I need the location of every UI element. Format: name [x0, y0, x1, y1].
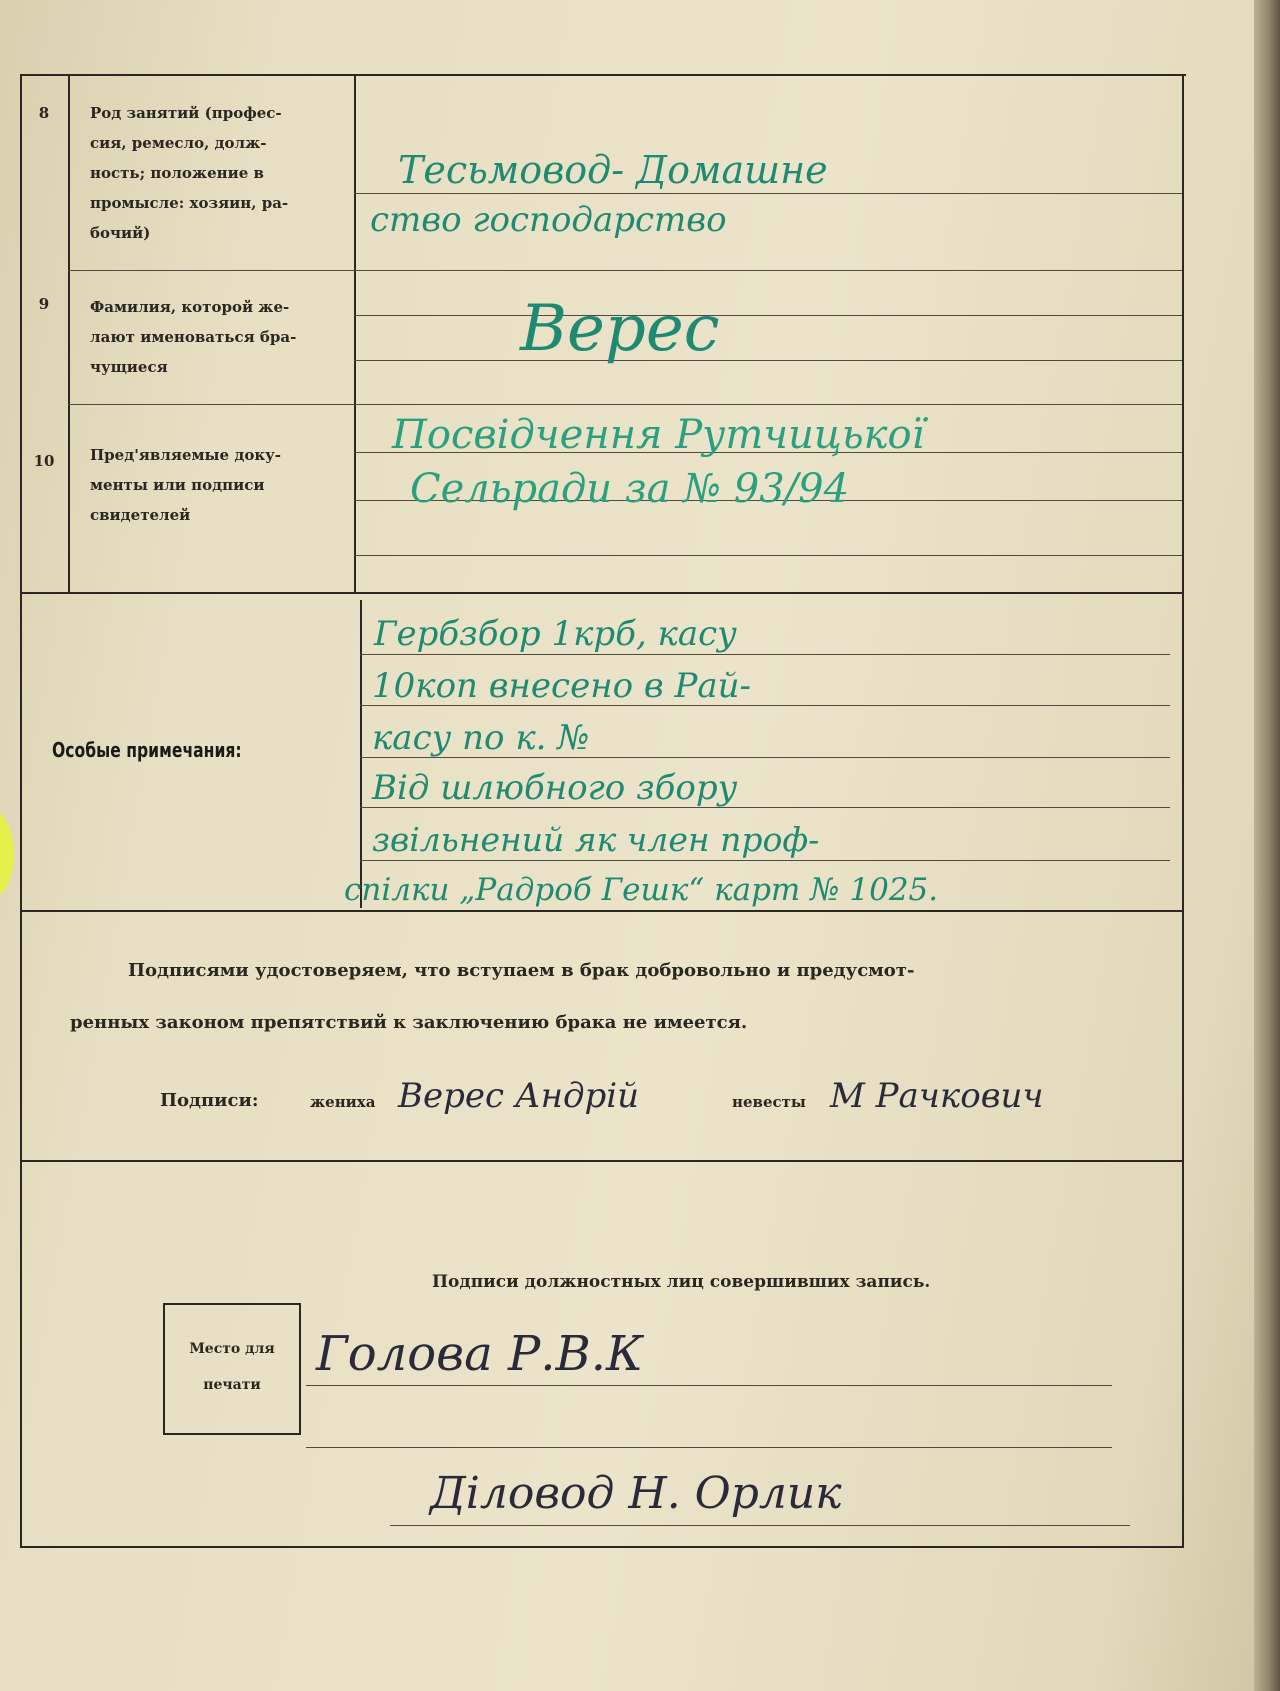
answer-rule	[354, 555, 1182, 556]
groom-label: жениха	[310, 1093, 376, 1111]
answer-rule	[354, 270, 1182, 271]
officials-heading: Подписи должностных лиц совершивших запись.	[432, 1272, 931, 1292]
seal-placeholder-label: Место для	[189, 1341, 275, 1357]
answer-rule	[354, 315, 1182, 316]
row-label: Фамилия, которой же- лают именоваться бра- чущиеся	[90, 298, 297, 376]
handwritten-documents: Посвідчення Рутчицької	[392, 412, 925, 458]
handwritten-remark: Від шлюбного збору	[372, 768, 738, 808]
official-signature-rule	[306, 1385, 1112, 1386]
handwritten-remark: звільнений як член проф-	[372, 820, 820, 859]
table-top-border	[20, 74, 1186, 76]
bride-signature: М Рачкович	[830, 1076, 1044, 1116]
row-label: Род занятий (профес- сия, ремесло, долж- ность; положение в промысле: хозяин, ра- бочий)	[90, 104, 289, 242]
remarks-rule	[360, 654, 1170, 655]
rows-bottom-border	[20, 592, 1184, 594]
seal-placeholder-box	[163, 1303, 301, 1435]
seal-placeholder-label: печати	[203, 1377, 261, 1393]
clerk-signature: Діловод Н. Орлик	[430, 1468, 842, 1519]
row-label: Пред'являемые доку- менты или подписи свидетелей	[90, 446, 281, 524]
remarks-divider	[360, 600, 362, 908]
bride-label: невесты	[732, 1093, 806, 1111]
handwritten-remark: Гербзбор 1крб, касу	[374, 614, 737, 654]
signatures-bottom-border	[20, 1160, 1184, 1162]
handwritten-remark: спілки „Радроб Гешк“ карт № 1025.	[344, 872, 939, 908]
handwritten-occupation: ство господарство	[370, 200, 727, 240]
official-signature-rule	[390, 1525, 1130, 1526]
table-left-border	[20, 74, 22, 1548]
answer-rule	[354, 404, 1182, 405]
number-column-divider	[68, 74, 70, 592]
label-column-divider	[354, 74, 356, 592]
row-9-label-bottom	[68, 404, 354, 405]
answer-rule	[354, 193, 1182, 194]
handwritten-occupation: Тесьмовод- Домашне	[398, 148, 828, 192]
official-signature-rule	[306, 1447, 1112, 1448]
handwritten-remark: 10коп внесено в Рай-	[372, 666, 752, 706]
groom-signature: Верес Андрій	[398, 1076, 640, 1116]
remarks-rule	[360, 860, 1170, 861]
declaration-text: ренных законом препятствий к заключению брака не имеется.	[70, 1012, 748, 1033]
remarks-label: Особые примечания:	[52, 738, 242, 762]
book-spine	[1254, 0, 1280, 1691]
bleed-through-text	[630, 92, 642, 127]
row-number: 8	[38, 104, 50, 122]
row-number: 10	[33, 452, 55, 470]
handwritten-surname: Верес	[520, 292, 720, 366]
yellow-sticker	[0, 808, 14, 900]
signatures-label: Подписи:	[160, 1090, 259, 1111]
table-bottom-border	[20, 1546, 1184, 1548]
declaration-text: Подписями удостоверяем, что вступаем в брак добровольно и предусмот-	[128, 960, 915, 981]
table-right-border	[1182, 74, 1184, 1548]
row-number: 9	[38, 295, 50, 313]
answer-rule	[354, 360, 1182, 361]
chairman-signature: Голова Р.В.К	[316, 1326, 644, 1382]
handwritten-documents: Сельради за № 93/94	[410, 466, 850, 512]
handwritten-remark: касу по к. №	[372, 718, 590, 758]
remarks-bottom-border	[20, 910, 1184, 912]
row-8-label-bottom	[68, 270, 354, 271]
